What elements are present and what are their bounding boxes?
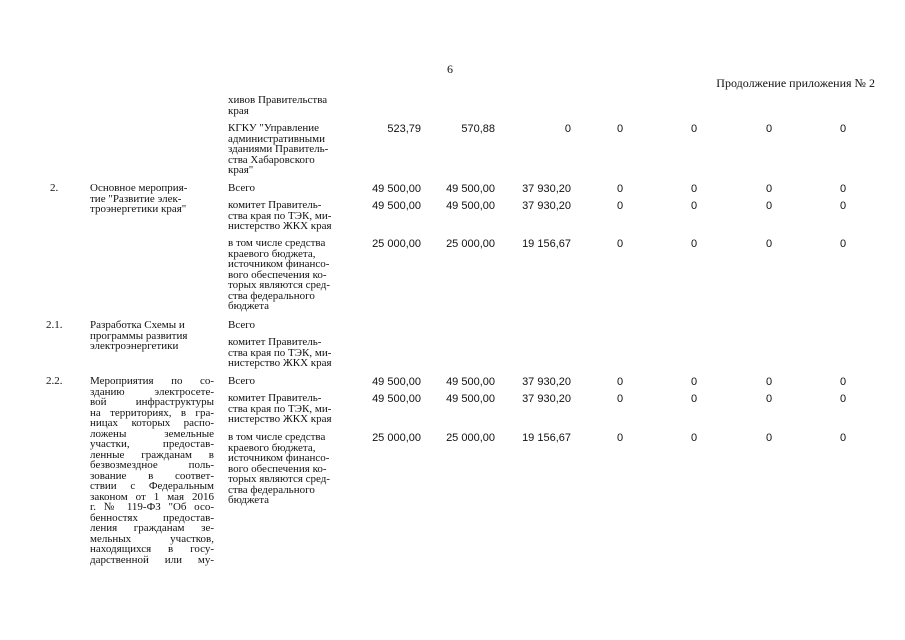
- row22-total-cell: 37 930,20: [522, 376, 571, 388]
- row22-regional-cell: 25 000,00: [446, 432, 495, 444]
- source-kgku-line: ства Хабаровского: [228, 153, 315, 166]
- row22-regional-cell: 0: [616, 432, 624, 444]
- row-kgku-cell: 0: [690, 123, 698, 135]
- row2-total-cell: 0: [690, 183, 698, 195]
- source-committee-line: ства края по ТЭК, ми-: [228, 346, 332, 359]
- row2-committee-cell: 37 930,20: [522, 200, 571, 212]
- row-description-2-line: троэнергетики края": [90, 203, 187, 215]
- row-description-2-2-line: ложены земельные: [90, 427, 214, 440]
- source-regional-budget-line: вого обеспечения ко-: [228, 462, 327, 475]
- row22-total-cell: 49 500,00: [372, 376, 421, 388]
- source-kgku: [228, 123, 328, 176]
- row-kgku-cell: 0: [765, 123, 773, 135]
- continuation-label: Продолжение приложения № 2: [716, 76, 875, 90]
- source-regional-budget-line: бюджета: [228, 494, 270, 506]
- row22-total-cell: 0: [690, 376, 698, 388]
- source-kgku-line: зданиями Правитель-: [228, 143, 329, 155]
- row-description-2-2-line: вой инфраструктуры: [90, 396, 214, 408]
- source-archives-line: хивов Правительства: [228, 94, 328, 106]
- row-kgku-cell: 0: [564, 123, 571, 135]
- row-description-2-2-line: г. № 119-ФЗ "Об осо-: [90, 501, 214, 513]
- source-total: [228, 320, 255, 331]
- source-committee: [228, 393, 332, 425]
- row2-regional-cell: 0: [690, 238, 698, 250]
- source-kgku-line: КГКУ "Управление: [228, 122, 320, 134]
- row2-total-cell: 49 500,00: [372, 183, 421, 195]
- source-regional-budget-line: в том числе средства: [228, 431, 326, 443]
- row22-regional-cell: 25 000,00: [372, 432, 421, 444]
- row-description-2-2-line: ницах которых распо-: [90, 417, 214, 429]
- row-description-2-2-line: ствии с Федеральным: [90, 480, 214, 492]
- source-committee-line: ства края по ТЭК, ми-: [228, 209, 332, 222]
- source-kgku-line: края": [228, 164, 254, 176]
- page-number: 6: [447, 62, 453, 76]
- row22-regional-cell: 19 156,67: [522, 432, 571, 444]
- source-committee-line: комитет Правитель-: [228, 392, 322, 404]
- source-regional-budget-line: источником финансо-: [228, 258, 330, 270]
- row22-committee-cell: 0: [690, 393, 698, 405]
- row2-regional-cell: 0: [765, 238, 773, 250]
- row-number-2: 2.: [50, 182, 59, 194]
- row-description-2-1: [90, 320, 214, 352]
- row22-regional-cell: 0: [839, 432, 847, 444]
- row-description-2-1-line: Разработка Схемы и: [90, 319, 185, 331]
- row-description-2-line: тие "Развитие элек-: [90, 192, 182, 205]
- row22-total-cell: 0: [616, 376, 624, 388]
- row2-total-cell: 49 500,00: [446, 183, 495, 195]
- source-committee-line: нистерство ЖКХ края: [228, 220, 332, 232]
- source-committee: [228, 337, 332, 369]
- source-regional-budget-line: ства федерального: [228, 483, 315, 496]
- row-description-2: [90, 183, 214, 215]
- row22-committee-cell: 49 500,00: [446, 393, 495, 405]
- row-description-2-2-line: безвозмездное поль-: [90, 459, 214, 471]
- row-description-2-1-line: электроэнергетики: [90, 340, 179, 352]
- row-description-2-2-line: зование в соответ-: [90, 469, 214, 482]
- row22-total-cell: 0: [839, 376, 847, 388]
- row-kgku-cell: 0: [839, 123, 847, 135]
- row-kgku-cell: 570,88: [461, 123, 495, 135]
- row-description-2-1-line: программы развития: [90, 329, 188, 342]
- row2-regional-cell: 25 000,00: [372, 238, 421, 250]
- row2-committee-cell: 0: [839, 200, 847, 212]
- source-kgku-line: административными: [228, 132, 326, 145]
- row2-total-cell: 37 930,20: [522, 183, 571, 195]
- row2-committee-cell: 0: [765, 200, 773, 212]
- row2-regional-cell: 0: [839, 238, 847, 250]
- source-regional-budget: [228, 238, 330, 312]
- row22-regional-cell: 0: [765, 432, 773, 444]
- row-description-2-2: [90, 376, 214, 565]
- source-committee-line: нистерство ЖКХ края: [228, 357, 332, 369]
- row2-total-cell: 0: [765, 183, 773, 195]
- source-committee-line: комитет Правитель-: [228, 199, 322, 211]
- row-description-2-2-line: ленные гражданам в: [90, 448, 214, 461]
- row2-committee-cell: 49 500,00: [446, 200, 495, 212]
- source-regional-budget-line: в том числе средства: [228, 237, 326, 249]
- source-regional-budget-line: ства федерального: [228, 289, 315, 302]
- row-kgku-cell: 0: [616, 123, 624, 135]
- row22-total-cell: 49 500,00: [446, 376, 495, 388]
- row-number-2-2: 2.2.: [46, 375, 63, 387]
- source-committee-line: ства края по ТЭК, ми-: [228, 402, 332, 415]
- row2-committee-cell: 0: [616, 200, 624, 212]
- source-total: [228, 376, 255, 387]
- row2-total-cell: 0: [839, 183, 847, 195]
- row22-regional-cell: 0: [690, 432, 698, 444]
- row-description-2-line: Основное мероприя-: [90, 182, 188, 194]
- source-committee-line: комитет Правитель-: [228, 336, 322, 348]
- row2-regional-cell: 19 156,67: [522, 238, 571, 250]
- source-committee: [228, 200, 332, 232]
- row2-regional-cell: 0: [616, 238, 624, 250]
- row-description-2-2-line: участки, предостав-: [90, 438, 214, 450]
- source-archives-line: края: [228, 104, 249, 117]
- row-description-2-2-line: дарственной или му-: [90, 553, 214, 566]
- row22-committee-cell: 0: [616, 393, 624, 405]
- source-regional-budget-line: торых являются сред-: [228, 279, 331, 291]
- source-total-line: Всего: [228, 319, 255, 331]
- row-description-2-2-line: находящихся в госу-: [90, 543, 214, 555]
- row-kgku-cell: 523,79: [387, 123, 421, 135]
- source-regional-budget-line: краевого бюджета,: [228, 247, 316, 260]
- source-regional-budget-line: бюджета: [228, 300, 270, 312]
- source-archives: [228, 95, 327, 116]
- row2-committee-cell: 49 500,00: [372, 200, 421, 212]
- row22-committee-cell: 37 930,20: [522, 393, 571, 405]
- row2-total-cell: 0: [616, 183, 624, 195]
- source-total: [228, 183, 255, 194]
- row-description-2-2-line: Мероприятия по со-: [90, 375, 214, 387]
- source-committee-line: нистерство ЖКХ края: [228, 413, 332, 425]
- source-regional-budget-line: вого обеспечения ко-: [228, 268, 327, 281]
- row2-committee-cell: 0: [690, 200, 698, 212]
- row22-committee-cell: 0: [765, 393, 773, 405]
- source-regional-budget: [228, 432, 330, 506]
- row22-committee-cell: 0: [839, 393, 847, 405]
- source-regional-budget-line: торых являются сред-: [228, 473, 331, 485]
- row-description-2-2-line: на территориях, в гра-: [90, 406, 214, 419]
- row-description-2-2-line: мельных участков,: [90, 532, 214, 545]
- row22-committee-cell: 49 500,00: [372, 393, 421, 405]
- source-total-line: Всего: [228, 182, 255, 194]
- row-description-2-2-line: бенностях предостав-: [90, 511, 214, 524]
- row-number-2-1: 2.1.: [46, 319, 63, 331]
- row-description-2-2-line: законом от 1 мая 2016: [90, 490, 214, 503]
- row2-regional-cell: 25 000,00: [446, 238, 495, 250]
- row-description-2-2-line: ления гражданам зе-: [90, 522, 214, 534]
- source-regional-budget-line: источником финансо-: [228, 452, 330, 464]
- source-regional-budget-line: краевого бюджета,: [228, 441, 316, 454]
- source-total-line: Всего: [228, 375, 255, 387]
- row22-total-cell: 0: [765, 376, 773, 388]
- row-description-2-2-line: зданию электросете-: [90, 385, 214, 398]
